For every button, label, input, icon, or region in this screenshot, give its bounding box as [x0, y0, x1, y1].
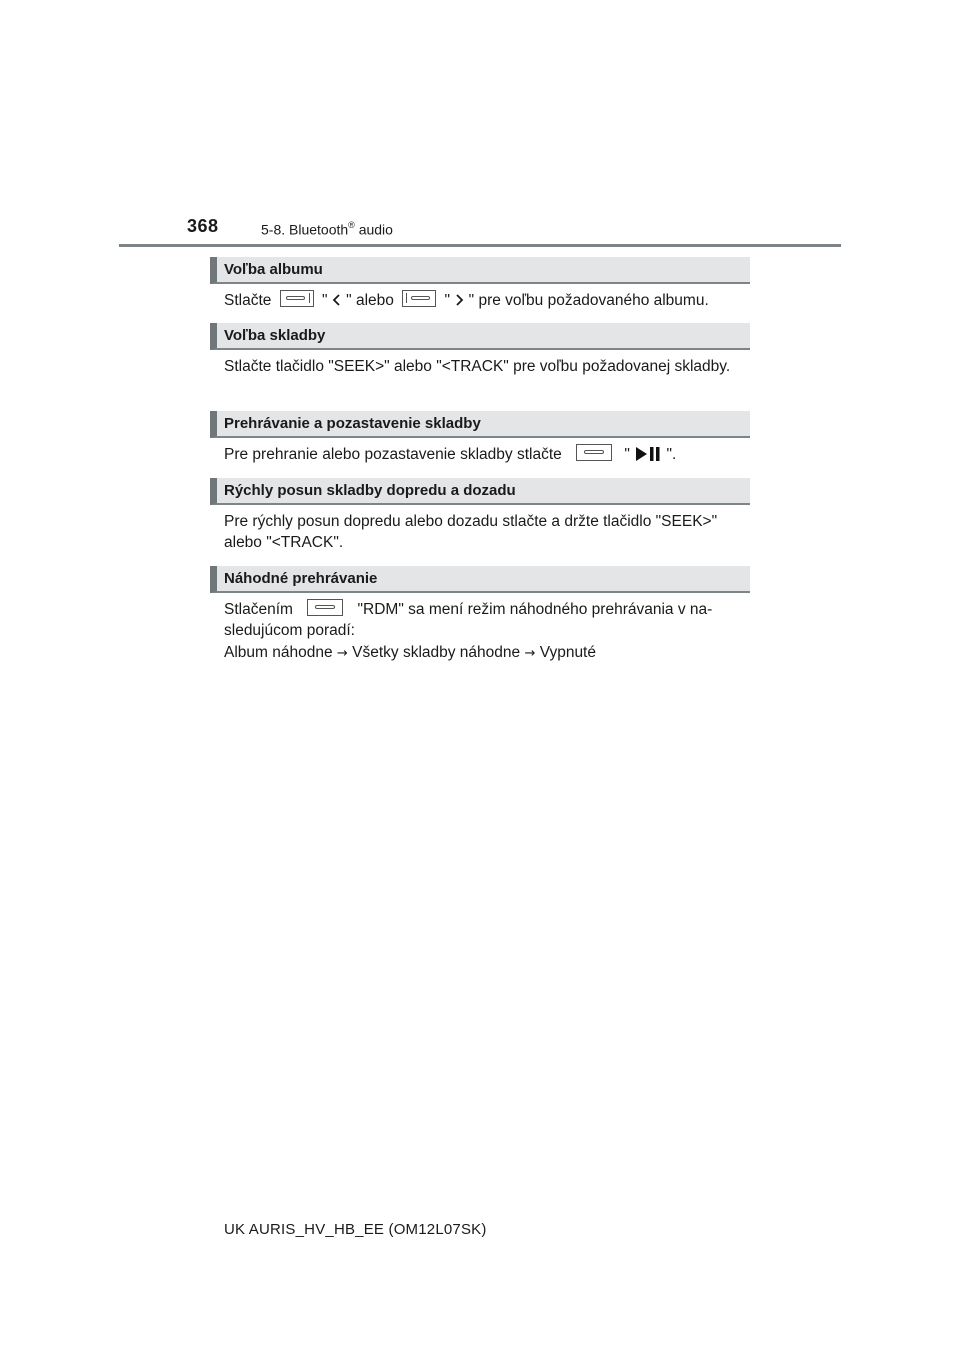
- paragraph-album: Stlačte " " alebo " " pre voľbu požadovaného albumu.: [224, 292, 709, 309]
- arrow-right-icon: →: [336, 646, 348, 661]
- arrow-right-icon: →: [524, 646, 536, 661]
- section-heading-album: Voľba albumu: [210, 257, 750, 284]
- steering-switch-icon: [307, 599, 343, 616]
- page-footer: UK AURIS_HV_HB_EE (OM12L07SK): [224, 1221, 487, 1238]
- play-pause-icon: [634, 446, 662, 462]
- page-number: 368: [187, 216, 219, 236]
- steering-switch-icon: [576, 444, 612, 461]
- paragraph-track: Stlačte tlačidlo "SEEK>" alebo "<TRACK" pre voľbu požadovanej skladby.: [224, 358, 731, 375]
- section-heading-random: Náhodné prehrávanie: [210, 566, 750, 593]
- paragraph-random: Stlačením "RDM" sa mení režim náhodného prehrávania v na-sledujúcom poradí:: [224, 601, 713, 639]
- steering-switch-icon: [280, 290, 314, 307]
- section-heading-play-pause: Prehrávanie a pozastavenie skladby: [210, 411, 750, 438]
- section-heading-track: Voľba skladby: [210, 323, 750, 350]
- paragraph-random-order: Album náhodne → Všetky skladby náhodne → Vypnuté: [224, 644, 596, 661]
- steering-switch-icon: [402, 290, 436, 307]
- paragraph-seek: Pre rýchly posun dopredu alebo dozadu stlačte a držte tlačidlo "SEEK>" alebo "<TRACK".: [224, 513, 718, 551]
- chevron-right-icon: [454, 294, 464, 306]
- chevron-left-icon: [332, 294, 342, 306]
- page-header: [0, 0, 960, 246]
- paragraph-play-pause: Pre prehranie alebo pozastavenie skladby stlačte " ".: [224, 446, 677, 463]
- section-heading-seek: Rýchly posun skladby dopredu a dozadu: [210, 478, 750, 505]
- chapter-title: 5-8. Bluetooth® audio: [261, 220, 393, 238]
- header-rule: [119, 244, 841, 247]
